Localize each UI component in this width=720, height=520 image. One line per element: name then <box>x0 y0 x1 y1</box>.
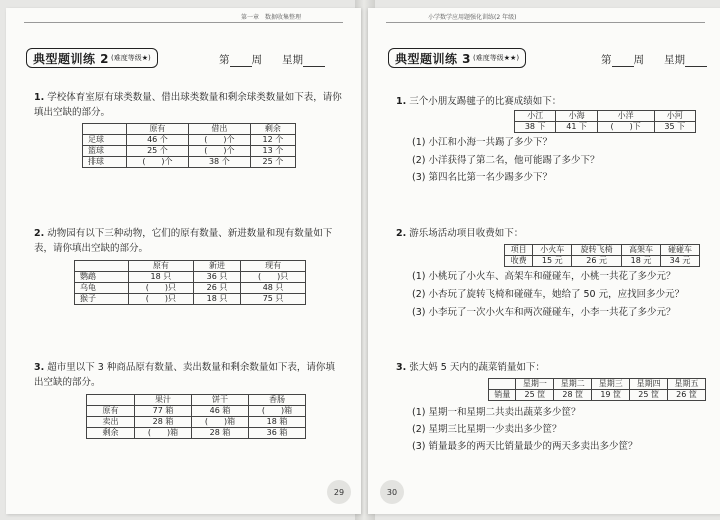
table-header: 香肠 <box>249 395 306 406</box>
running-head: 小学数学应用题强化训练(2 年级) <box>428 14 517 21</box>
table-header: 小河 <box>654 111 695 122</box>
week-fill-line <box>219 52 325 67</box>
table-cell: 13 个 <box>250 146 295 157</box>
table-header: 小江 <box>515 111 556 122</box>
question-number: 2. <box>34 228 45 239</box>
table-header: 新进 <box>193 261 240 272</box>
table-cell: 38 下 <box>515 122 556 133</box>
question-number: 1. <box>396 96 407 107</box>
table-row <box>87 428 306 439</box>
answer-blank-cell[interactable]: ( )箱 <box>192 417 249 428</box>
question-2 <box>396 226 706 241</box>
question-2 <box>34 226 344 256</box>
section-title-box <box>26 48 158 68</box>
table-header: 果汁 <box>135 395 192 406</box>
table-cell: 41 下 <box>556 122 597 133</box>
question-text: 三个小朋友踢毽子的比赛成绩如下： <box>409 96 562 107</box>
table-cell: 18 箱 <box>249 417 306 428</box>
row-label: 排球 <box>83 157 127 168</box>
answer-blank-cell[interactable]: ( )只 <box>129 294 194 305</box>
week-blank[interactable] <box>612 56 634 67</box>
vegetable-table <box>488 378 706 401</box>
table-cell: 25 个 <box>250 157 295 168</box>
weekday-label: 星期 <box>282 54 303 66</box>
table-header: 现有 <box>241 261 306 272</box>
question-text: 张大妈 5 天内的蔬菜销量如下： <box>409 362 545 373</box>
sub-question: (3) 小李玩了一次小火车和两次碰碰车，小李一共花了多少元？ <box>412 307 676 318</box>
table-header: 小海 <box>556 111 597 122</box>
table-cell: 46 个 <box>127 135 189 146</box>
table-row <box>83 135 296 146</box>
ball-table <box>82 123 296 168</box>
question-number: 1. <box>34 92 45 103</box>
sub-question: (2) 小洋获得了第二名，他可能踢了多少下？ <box>412 155 600 166</box>
table-row <box>75 283 306 294</box>
answer-blank-cell[interactable]: ( )个 <box>188 135 250 146</box>
table-cell: 19 筐 <box>592 390 630 401</box>
answer-blank-cell[interactable]: ( )只 <box>129 283 194 294</box>
table-cell: 35 下 <box>654 122 695 133</box>
table-header <box>75 261 129 272</box>
answer-blank-cell[interactable]: ( )下 <box>597 122 654 133</box>
table-cell: 15 元 <box>533 256 572 267</box>
answer-blank-cell[interactable]: ( )箱 <box>249 406 306 417</box>
table-header: 剩余 <box>250 124 295 135</box>
left-page <box>6 8 361 514</box>
table-header: 项目 <box>505 245 533 256</box>
section-title: 典型题训练 2 <box>33 51 110 66</box>
table-header <box>83 124 127 135</box>
page-number: 30 <box>380 480 404 504</box>
table-cell: 26 元 <box>572 256 622 267</box>
table-header: 小火车 <box>533 245 572 256</box>
table-cell: 18 元 <box>621 256 660 267</box>
answer-blank-cell[interactable]: ( )箱 <box>135 428 192 439</box>
table-header <box>489 379 516 390</box>
table-row <box>83 146 296 157</box>
table-cell: 18 只 <box>193 294 240 305</box>
question-number: 2. <box>396 228 407 239</box>
sub-question: (2) 小杏玩了旋转飞椅和碰碰车，她给了 50 元，应找回多少元？ <box>412 289 685 300</box>
row-label: 篮球 <box>83 146 127 157</box>
table-cell: 46 箱 <box>192 406 249 417</box>
animal-table <box>74 260 306 305</box>
table-cell: 34 元 <box>660 256 699 267</box>
sub-question: (1) 小桃玩了小火车、高架车和碰碰车，小桃一共花了多少元？ <box>412 271 676 282</box>
row-label: 销量 <box>489 390 516 401</box>
week-zhou: 周 <box>633 54 644 66</box>
row-label: 猴子 <box>75 294 129 305</box>
week-di: 第 <box>219 54 230 66</box>
row-label: 卖出 <box>87 417 135 428</box>
weekday-blank[interactable] <box>685 56 707 67</box>
row-label: 剩余 <box>87 428 135 439</box>
table-row <box>87 406 306 417</box>
row-label: 足球 <box>83 135 127 146</box>
table-row <box>83 157 296 168</box>
table-header: 借出 <box>188 124 250 135</box>
table-cell: 36 箱 <box>249 428 306 439</box>
table-cell: 12 个 <box>250 135 295 146</box>
sub-question: (1) 星期一和星期二共卖出蔬菜多少筐？ <box>412 407 581 418</box>
table-cell: 28 箱 <box>192 428 249 439</box>
table-header: 原有 <box>127 124 189 135</box>
shuttlecock-table <box>514 110 696 133</box>
table-cell: 25 个 <box>127 146 189 157</box>
difficulty-label: (难度等级★★) <box>473 54 520 62</box>
table-cell: 26 筐 <box>668 390 706 401</box>
table-header: 碰碰车 <box>660 245 699 256</box>
table-header: 星期二 <box>554 379 592 390</box>
table-cell: 38 个 <box>188 157 250 168</box>
table-cell: 28 箱 <box>135 417 192 428</box>
header-rule <box>24 22 343 23</box>
table-row <box>505 256 700 267</box>
answer-blank-cell[interactable]: ( )个 <box>127 157 189 168</box>
table-header <box>87 395 135 406</box>
sub-question: (1) 小江和小海一共踢了多少下？ <box>412 137 552 148</box>
sub-question: (2) 星期三比星期一少卖出多少筐？ <box>412 424 562 435</box>
page-number: 29 <box>327 480 351 504</box>
week-zhou: 周 <box>251 54 262 66</box>
question-number: 3. <box>396 362 407 373</box>
answer-blank-cell[interactable]: ( )只 <box>241 272 306 283</box>
table-cell: 18 只 <box>129 272 194 283</box>
table-cell: 26 只 <box>193 283 240 294</box>
question-3 <box>396 360 706 375</box>
week-blank[interactable] <box>230 56 252 67</box>
question-text: 游乐场活动项目收费如下： <box>409 228 524 239</box>
running-head: 第一章 数据收集整理 <box>240 14 301 21</box>
table-header: 星期三 <box>592 379 630 390</box>
weekday-blank[interactable] <box>303 56 325 67</box>
question-3 <box>34 360 344 390</box>
question-text: 动物园有以下三种动物，它们的原有数量、新进数量和现有数量如下表，请你填出空缺的部分。 <box>34 228 333 254</box>
table-cell: 25 筐 <box>630 390 668 401</box>
weekday-label: 星期 <box>664 54 685 66</box>
header-rule <box>386 22 705 23</box>
question-1 <box>396 94 706 109</box>
table-header: 星期五 <box>668 379 706 390</box>
table-header: 饼干 <box>192 395 249 406</box>
table-row <box>515 122 696 133</box>
table-header: 星期四 <box>630 379 668 390</box>
sub-question: (3) 销量最多的两天比销量最少的两天多卖出多少筐？ <box>412 441 638 452</box>
table-row <box>75 272 306 283</box>
table-header: 星期一 <box>516 379 554 390</box>
table-cell: 48 只 <box>241 283 306 294</box>
table-header: 小洋 <box>597 111 654 122</box>
table-cell: 25 筐 <box>516 390 554 401</box>
right-page <box>368 8 720 514</box>
row-label: 收费 <box>505 256 533 267</box>
table-row <box>489 390 706 401</box>
table-header: 高架车 <box>621 245 660 256</box>
answer-blank-cell[interactable]: ( )个 <box>188 146 250 157</box>
fee-table <box>504 244 700 267</box>
week-fill-line <box>601 52 707 67</box>
question-text: 超市里以下 3 种商品原有数量、卖出数量和剩余数量如下表，请你填出空缺的部分。 <box>34 362 335 388</box>
sub-question: (3) 第四名比第一名少踢多少下？ <box>412 172 552 183</box>
table-cell: 77 箱 <box>135 406 192 417</box>
difficulty-label: (难度等级★) <box>111 54 151 62</box>
question-1 <box>34 90 344 120</box>
question-number: 3. <box>34 362 45 373</box>
week-di: 第 <box>601 54 612 66</box>
table-cell: 75 只 <box>241 294 306 305</box>
table-header: 原有 <box>129 261 194 272</box>
table-row <box>87 417 306 428</box>
section-title-box <box>388 48 526 68</box>
table-header: 旋转飞椅 <box>572 245 622 256</box>
table-cell: 28 筐 <box>554 390 592 401</box>
row-label: 鹦鹉 <box>75 272 129 283</box>
row-label: 原有 <box>87 406 135 417</box>
row-label: 乌龟 <box>75 283 129 294</box>
table-cell: 36 只 <box>193 272 240 283</box>
section-title: 典型题训练 3 <box>395 51 472 66</box>
goods-table <box>86 394 306 439</box>
question-text: 学校体育室原有球类数量、借出球类数量和剩余球类数量如下表，请你填出空缺的部分。 <box>34 92 342 118</box>
table-row <box>75 294 306 305</box>
